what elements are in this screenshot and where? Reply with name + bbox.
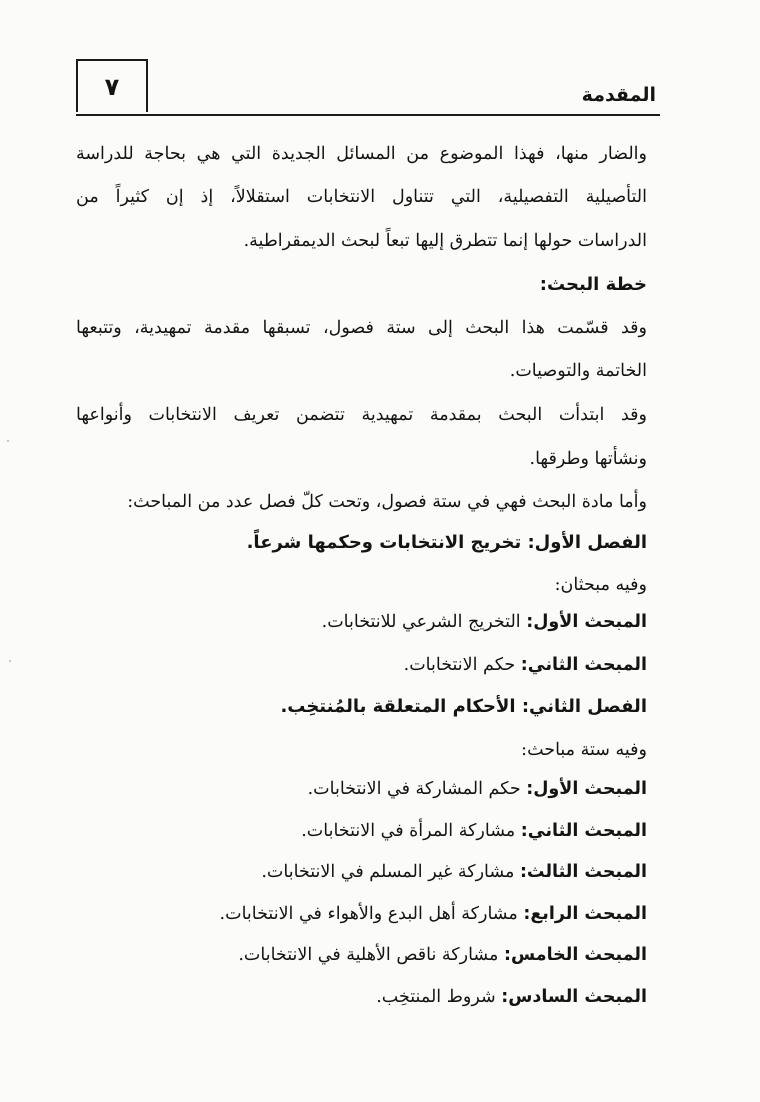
- section-title: التخريج الشرعي للانتخابات.: [321, 612, 521, 632]
- paragraph-line: التأصيلية التفصيلية، التي تتناول الانتخابات استقلالاً، إذ إن كثيراً من: [76, 187, 647, 207]
- section-title: حكم المشاركة في الانتخابات.: [307, 779, 521, 799]
- section-item: [301, 818, 647, 844]
- section-title: شروط المنتخِب.: [376, 987, 496, 1007]
- paragraph-line: الخاتمة والتوصيات.: [509, 361, 647, 381]
- section-title: مشاركة المرأة في الانتخابات.: [301, 821, 516, 841]
- section-item: [376, 984, 647, 1010]
- chapter-heading: الفصل الأول: تخريج الانتخابات وحكمها شرعاً.: [246, 532, 647, 553]
- section-title: مشاركة أهل البدع والأهواء في الانتخابات.: [219, 904, 518, 924]
- section-label: المبحث الرابع:: [523, 904, 647, 924]
- paragraph-line: وأما مادة البحث فهي في ستة فصول، وتحت كلّ فصل عدد من المباحث:: [127, 492, 647, 512]
- section-heading: خطة البحث:: [539, 274, 647, 295]
- section-label: المبحث السادس:: [501, 987, 647, 1007]
- page-number-box: [76, 59, 148, 112]
- section-item: [220, 901, 647, 927]
- section-item: [261, 859, 647, 885]
- section-item: [238, 942, 647, 968]
- chapter-title: المقدمة: [581, 84, 656, 106]
- chapter-heading: الفصل الثاني: الأحكام المتعلقة بالمُنتخِب.: [280, 696, 647, 717]
- running-header: [76, 59, 660, 116]
- section-title: مشاركة غير المسلم في الانتخابات.: [261, 862, 515, 882]
- section-label: المبحث الأول:: [526, 612, 647, 632]
- section-label: المبحث الثاني:: [520, 821, 647, 841]
- section-item: [322, 609, 647, 635]
- chapter-intro: وفيه مبحثان:: [554, 575, 647, 595]
- paragraph-line: وقد قسّمت هذا البحث إلى ستة فصول، تسبقها مقدمة تمهيدية، وتتبعها: [76, 318, 647, 338]
- page-number: ٧: [104, 73, 120, 101]
- paragraph-line: الدراسات حولها إنما تتطرق إليها تبعاً لبحث الديمقراطية.: [243, 231, 647, 251]
- section-label: المبحث الثاني:: [520, 655, 647, 675]
- section-item: [404, 652, 647, 678]
- chapter-intro: وفيه ستة مباحث:: [521, 740, 647, 760]
- paragraph-line: وقد ابتدأت البحث بمقدمة تمهيدية تتضمن تعريف الانتخابات وأنواعها: [76, 405, 647, 425]
- section-title: مشاركة ناقص الأهلية في الانتخابات.: [238, 945, 499, 965]
- scan-speck: [7, 440, 9, 442]
- section-label: المبحث الخامس:: [504, 945, 647, 965]
- section-label: المبحث الأول:: [526, 779, 647, 799]
- section-label: المبحث الثالث:: [519, 862, 647, 882]
- section-title: حكم الانتخابات.: [403, 655, 516, 675]
- paragraph-line: ونشأتها وطرقها.: [529, 449, 647, 469]
- scan-speck: [9, 660, 11, 662]
- section-item: [308, 776, 647, 802]
- paragraph-line: والضار منها، فهذا الموضوع من المسائل الجديدة التي هي بحاجة للدراسة: [76, 144, 647, 164]
